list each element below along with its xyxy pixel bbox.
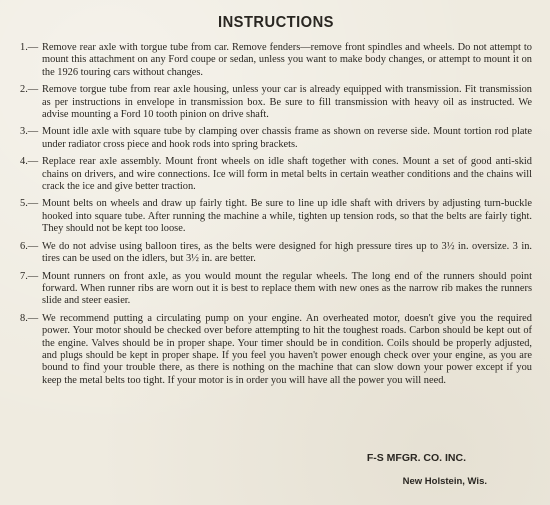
list-item — [20, 126, 532, 151]
item-text: Replace rear axle assembly. Mount front wheels on idle shaft together with cones. Mount a set of good anti-skid chains on drivers, and wire connections. Ice will form in metal belts in certain weather conditions and the chains will crack the ice and give better traction. — [42, 156, 532, 193]
item-text: We recommend putting a circulating pump on your engine. An overheated motor, doesn't give you the required power. Your motor should be checked over before attempting to hit the toughest roads. Carbon should be kept out of the engine. Valves should be in proper shape. Your timer should be in condition. Coils should be properly adjusted, and plugs should be kept in proper shape. If you feel you haven't power enough check over your engine, as you are bound to find your trouble there, as there is nothing on the machine that can slow down your power except if you keep the metal belts too tight. If your motor is in order you will have all the power you will need. — [42, 312, 532, 386]
company-name: F-S MFGR. CO. INC. — [366, 452, 466, 464]
item-number: 7.— — [20, 270, 39, 282]
list-item — [20, 84, 532, 121]
item-number: 8.— — [20, 312, 39, 324]
list-item — [20, 42, 532, 79]
item-number: 1.— — [20, 42, 39, 53]
item-number: 2.— — [20, 84, 39, 96]
company-location: New Holstein, Wis. — [402, 476, 487, 487]
item-number: 6.— — [20, 240, 39, 252]
item-text: Mount runners on front axle, as you would mount the regular wheels. The long end of the runners should point forward. When runner ribs are worn out it is best to replace them with new ones as the narrow rib makes the runners slide and steer easier. — [42, 270, 532, 307]
list-item — [20, 313, 532, 387]
item-text: Remove rear axle with torgue tube from car. Remove fenders—remove front spindles and wheels. Do not attempt to mount this attachment on any Ford coupe or sedan, unless you want to make body changes, or attempt to mount it on the 1926 touring cars without changes. — [42, 42, 532, 78]
list-item — [20, 156, 532, 193]
item-number: 4.— — [20, 156, 39, 168]
list-item — [20, 241, 532, 266]
item-number: 5.— — [20, 198, 39, 210]
list-item — [20, 198, 532, 235]
instruction-list — [20, 42, 532, 387]
item-text: Remove torgue tube from rear axle housing, unless your car is already equipped with transmission. Fit transmission as per instructions in envelope in transmission box. Be sure to fill transmission with heavy oil as instructed. We advise mounting a Ford 10 tooth pinion on drive shaft. — [42, 84, 532, 121]
list-item — [20, 271, 532, 308]
item-text: Mount idle axle with square tube by clamping over chassis frame as shown on reverse side. Mount tortion rod plate under radiator cross piece and hook rods into spring brackets. — [42, 126, 532, 150]
item-text: We do not advise using balloon tires, as the belts were designed for high pressure tires up to 3½ in. oversize. 3 in. tires can be used on the idlers, but 3½ in. are better. — [42, 240, 532, 265]
item-number: 3.— — [20, 126, 39, 138]
page-title: INSTRUCTIONS — [218, 14, 334, 31]
item-text: Mount belts on wheels and draw up fairly tight. Be sure to line up idle shaft with drivers by adjusting turn-buckle hooked into square tube. After running the machine a while, tighten up tension rods, so that the belts are fairly tight. They should not be kept too loose. — [42, 198, 532, 235]
